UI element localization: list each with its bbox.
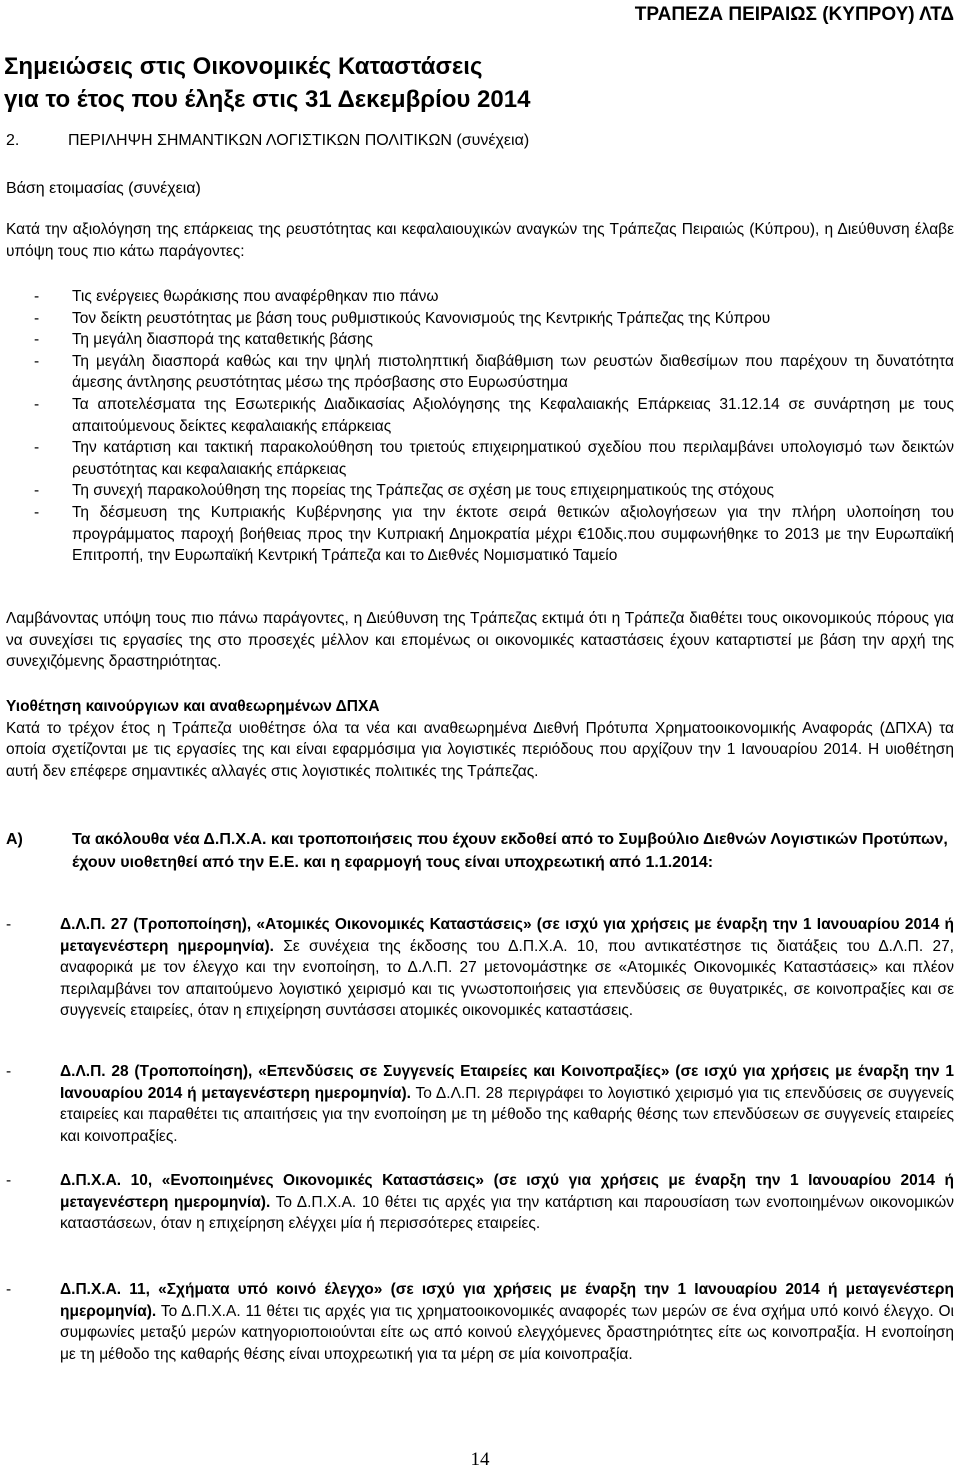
title-line-1: Σημειώσεις στις Οικονομικές Καταστάσεις <box>4 53 483 80</box>
title-line-2: για το έτος που έληξε στις 31 Δεκεμβρίου 2014 <box>4 86 531 113</box>
standard-text: Το Δ.Π.Χ.Α. 10 θέτει τις αρχές για την κατάρτιση και παρουσίαση των ενοποιημένων οικονομικών καταστάσεων, όταν η επιχείρηση ελέγχει μία ή περισσότερες εταιρείες. <box>60 1193 954 1233</box>
conclusion-block <box>6 608 954 673</box>
factor-item: - Τον δείκτη ρευστότητας με βάση τους ρυθμιστικούς Κανονισμούς της Κεντρικής Τράπεζας της Κύπρου <box>6 308 954 330</box>
factors-list <box>6 286 954 567</box>
intro-block <box>6 219 954 262</box>
standard-title: Δ.Π.Χ.Α. 10, «Ενοποιημένες Οικονομικές Καταστάσεις» (σε ισχύ για χρήσεις με έναρξη την 1 Ιανουαρίου 2014 ή μεταγενέστερη ημερομηνία). <box>60 1172 954 1211</box>
standard-text: Το Δ.Π.Χ.Α. 11 θέτει τις αρχές για τις χρηματοοικονομικές αναφορές των μερών σε ένα σχήμα υπό κοινό έλεγχο. Οι συμφωνίες μεταξύ μερών κατηγοριοποιούνται είτε ως από κοινού ελεγχόμενες δραστηριότητες είτε ως κοινοπραξία. Η ενοποίηση με τη μέθοδο της καθαρής θέσης είναι υποχρεωτική για τα μέρη σε μία κοινοπραξία. <box>60 1302 954 1363</box>
factor-item: - Τη μεγάλη διασπορά καθώς και την ψηλή πιστοληπτική διαβάθμιση των ρευστών διαθεσίμων που παρέχουν τη δυνατότητα άμεσης άντλησης ρευστότητας μέσω της πρόσβασης στο Ευρωσύστημα <box>6 351 954 394</box>
factors-block <box>6 286 954 567</box>
section-heading <box>6 132 529 150</box>
part-a-heading-text: Τα ακόλουθα νέα Δ.Π.Χ.Α. και τροποποιήσεις που έχουν εκδοθεί από το Συμβούλιο Διεθνών Λογιστικών Προτύπων, έχουν υιοθετηθεί από την Ε.Ε. και η εφαρμογή τους είναι υποχρεωτική από 1.1.2014: <box>72 831 948 871</box>
factor-item: - Την κατάρτιση και τακτική παρακολούθηση του τριετούς επιχειρηματικού σχεδίου που περιλαμβάνει υπολογισμό των δεικτών ρευστότητας και κεφαλαιακής επάρκειας <box>6 437 954 480</box>
section-subtitle: Βάση ετοιμασίας (συνέχεια) <box>6 180 201 197</box>
intro-paragraph: Κατά την αξιολόγηση της επάρκειας της ρευστότητας και κεφαλαιουχικών αναγκών της Τράπεζας Πειραιώς (Κύπρου), η Διεύθυνση έλαβε υπόψη τους πιο κάτω παράγοντες: <box>6 221 954 260</box>
standard-title: Δ.Π.Χ.Α. 11, «Σχήματα υπό κοινό έλεγχο» (σε ισχύ για χρήσεις με έναρξη την 1 Ιανουαρίου 2014 ή μεταγενέστερη ημερομηνία). <box>60 1281 954 1320</box>
adoption-paragraph: Κατά το τρέχον έτος η Τράπεζα υιοθέτησε όλα τα νέα και αναθεωρημένα Διεθνή Πρότυπα Χρηματοοικονομικής Αναφοράς (ΔΠΧΑ) τα οποία σχετίζονται με τις εργασίες της και είναι εφαρμόσιμα για λογιστικές περιόδους που αρχίζουν την 1 Ιανουαρίου 2014. Η υιοθέτηση αυτή δεν επέφερε σημαντικές αλλαγές στις λογιστικές πολιτικές της Τράπεζας. <box>6 719 954 780</box>
page-number: 14 <box>470 1449 490 1470</box>
adoption-block <box>6 696 954 782</box>
part-a-block <box>6 828 954 874</box>
adoption-heading: Υιοθέτηση καινούργιων και αναθεωρημένων ΔΠΧΑ <box>6 698 380 715</box>
company-name: ΤΡΑΠΕΖΑ ΠΕΙΡΑΙΩΣ (ΚΥΠΡΟΥ) ΛΤΔ <box>634 4 954 25</box>
list-dash: - <box>6 1281 12 1298</box>
part-a-heading <box>6 828 954 874</box>
factor-item: - Τη συνεχή παρακολούθηση της πορείας της Τράπεζας σε σχέση με τους επιχειρηματικούς της στόχους <box>6 480 954 502</box>
standard-ifrs10 <box>6 1170 954 1235</box>
standard-ias27 <box>6 914 954 1022</box>
factor-item: - Τις ενέργειες θωράκισης που αναφέρθηκαν πιο πάνω <box>6 286 954 308</box>
part-a-label: Α) <box>6 831 23 848</box>
standard-text: Σε συνέχεια της έκδοσης του Δ.Π.Χ.Α. 10, που αντικατέστησε τις διατάξεις του Δ.Λ.Π. 27, αναφορικά με τον έλεγχο και την ενοποίηση, το Δ.Λ.Π. 27 μετονομάστηκε σε «Ατομικές Οικονομικές Καταστάσεις» και πλέον περιλαμβάνει τον απαιτούμενο λογιστικό χειρισμό και τις γνωστοποιήσεις για επενδύσεις σε θυγατρικές, σε κοινοπραξίες και σε συγγενείς εταιρείες, όταν η επιχείρηση συντάσσει ατομικές οικονομικές καταστάσεις. <box>60 937 954 1020</box>
standard-ias28 <box>6 1061 954 1147</box>
conclusion-paragraph: Λαμβάνοντας υπόψη τους πιο πάνω παράγοντες, η Διεύθυνση της Τράπεζας εκτιμά ότι η Τράπεζα διαθέτει τους οικονομικούς πόρους για να συνεχίσει τις εργασίες της στο προσεχές μέλλον και επομένως οι οικονομικές καταστάσεις έχουν καταρτιστεί με βάση την αρχή της συνεχιζόμενης δραστηριότητας. <box>6 610 954 671</box>
section-number: 2. <box>6 132 20 149</box>
factor-item: - Τα αποτελέσματα της Εσωτερικής Διαδικασίας Αξιολόγησης της Κεφαλαιακής Επάρκειας 31.12.14 σε συνάρτηση με τους απαιτούμενους δείκτες κεφαλαιακής επάρκειας <box>6 394 954 437</box>
standard-ifrs11 <box>6 1279 954 1365</box>
standard-title: Δ.Λ.Π. 28 (Τροποποίηση), «Επενδύσεις σε Συγγενείς Εταιρείες και Κοινοπραξίες» (σε ισχύ για χρήσεις με έναρξη την 1 Ιανουαρίου 2014 ή μεταγενέστερη ημερομηνία). <box>60 1063 954 1102</box>
factor-item: - Τη μεγάλη διασπορά της καταθετικής βάσης <box>6 329 954 351</box>
standard-title: Δ.Λ.Π. 27 (Τροποποίηση), «Ατομικές Οικονομικές Καταστάσεις» (σε ισχύ για χρήσεις με έναρξη την 1 Ιανουαρίου 2014 ή μεταγενέστερη ημερομηνία). <box>60 916 954 955</box>
section-title: ΠΕΡΙΛΗΨΗ ΣΗΜΑΝΤΙΚΩΝ ΛΟΓΙΣΤΙΚΩΝ ΠΟΛΙΤΙΚΩΝ (συνέχεια) <box>68 132 530 149</box>
list-dash: - <box>6 1063 12 1080</box>
factor-item: - Τη δέσμευση της Κυπριακής Κυβέρνησης για την έκτοτε σειρά θετικών αξιολογήσεων για την πλήρη υλοποίηση του προγράμματος παροχή βοήθειας προς την Κυπριακή Δημοκρατία μέχρι €10δις.που συμφωνήθηκε το 2013 με την Ευρωπαϊκή Επιτροπή, την Ευρωπαϊκή Κεντρική Τράπεζα και το Διεθνές Νομισματικό Ταμείο <box>6 502 954 567</box>
page-title <box>4 50 530 116</box>
list-dash: - <box>6 916 12 933</box>
standard-text: Το Δ.Λ.Π. 28 περιγράφει το λογιστικό χειρισμό για τις επενδύσεις σε συγγενείς εταιρείες και παραθέτει τις απαιτήσεις για την ενοποίηση με τη μέθοδο της καθαρής θέσης των επενδύσεων σε συγγενείς εταιρείες και κοινοπραξίες. <box>60 1084 954 1145</box>
list-dash: - <box>6 1172 12 1189</box>
